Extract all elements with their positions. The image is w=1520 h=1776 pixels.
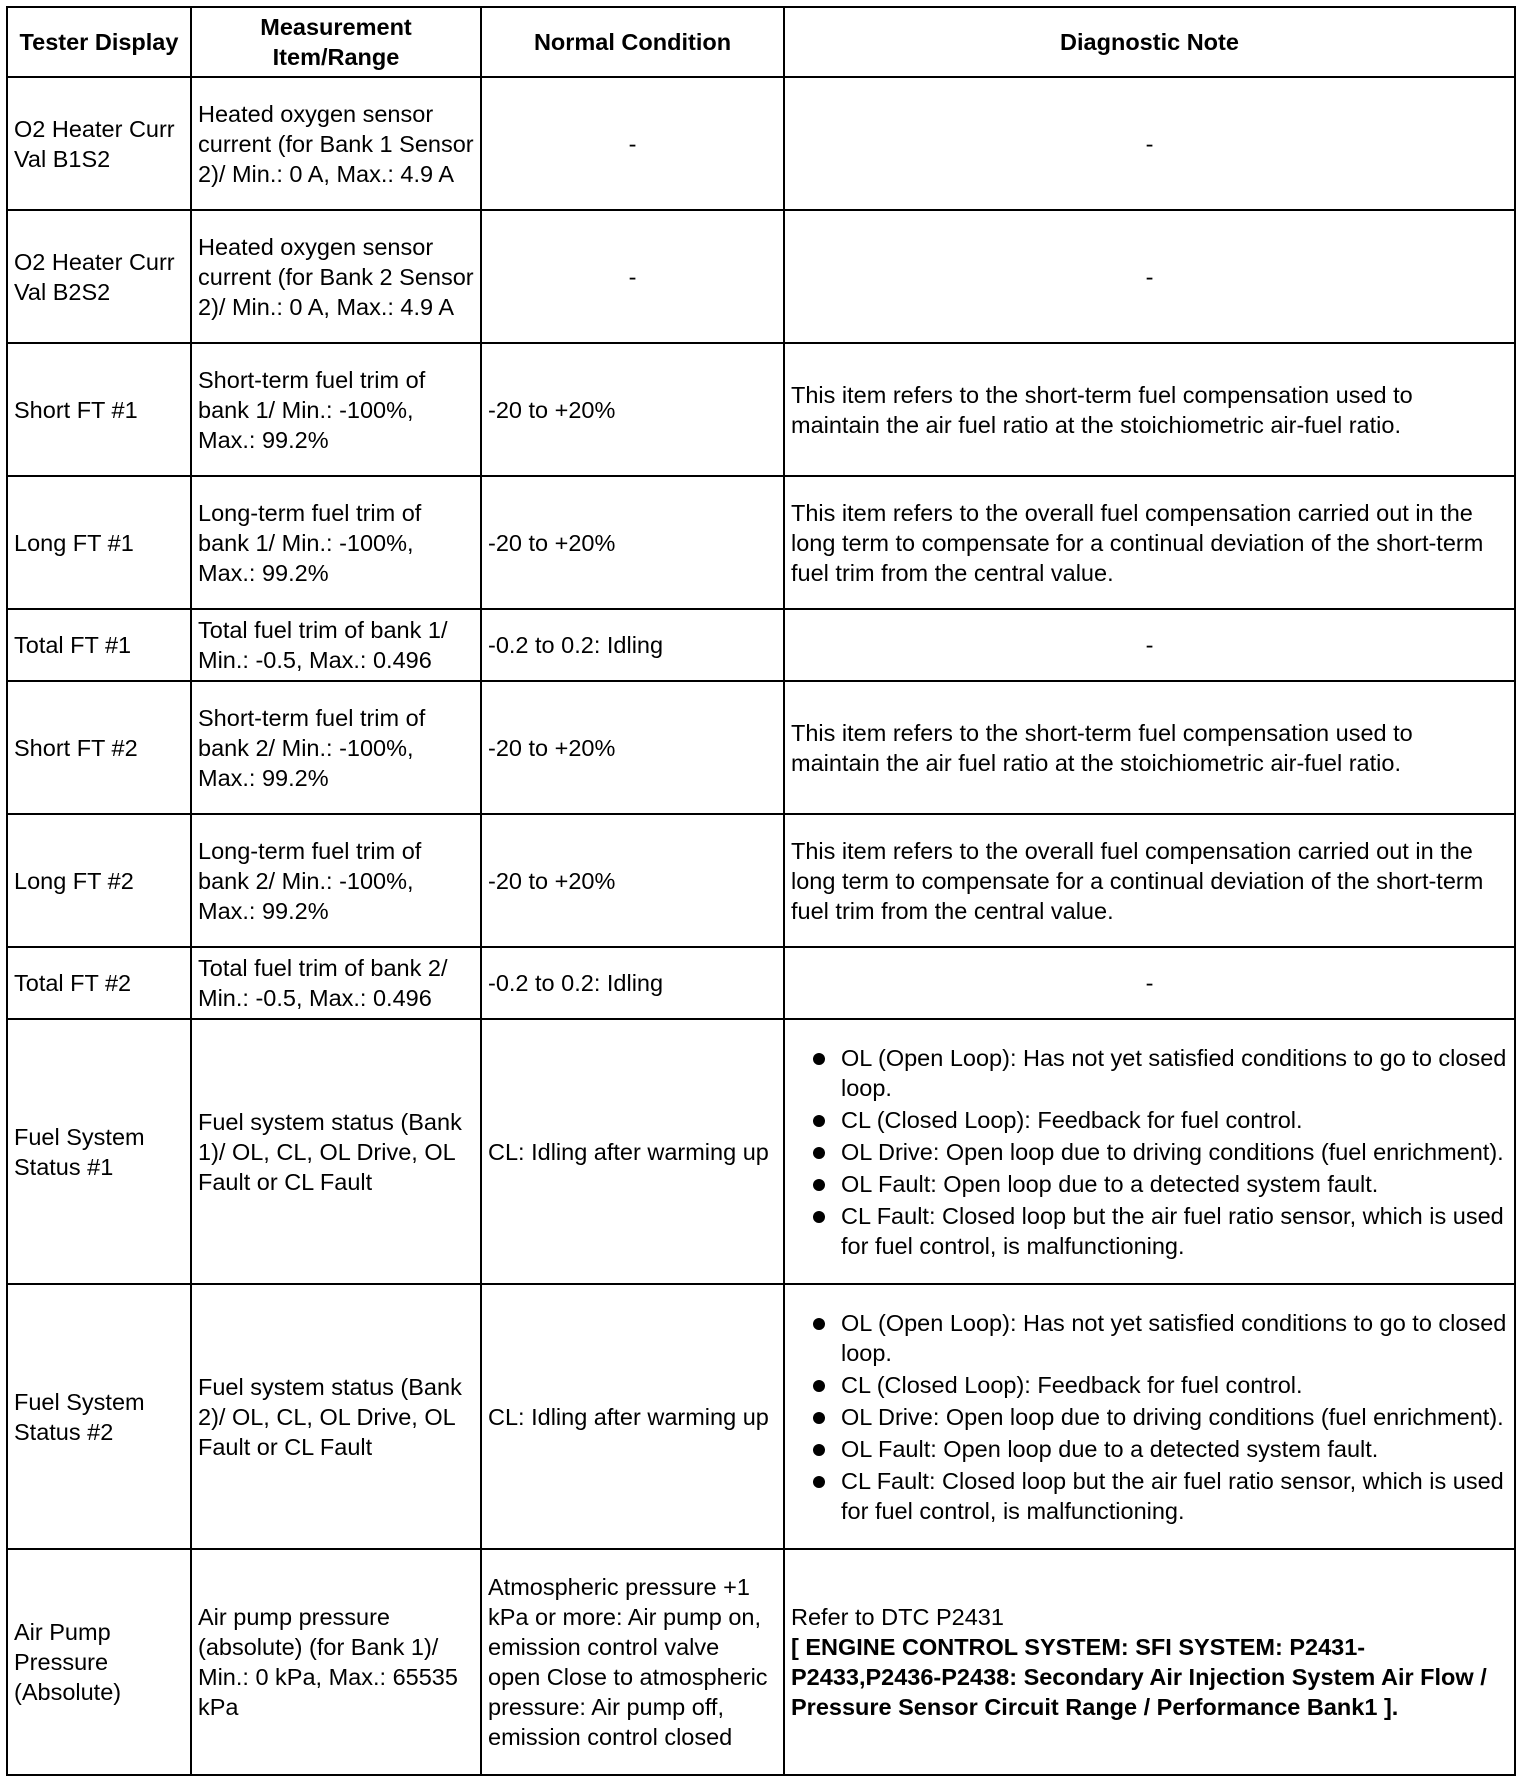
normal-condition-cell: -20 to +20% xyxy=(481,681,784,814)
table-row xyxy=(7,947,1515,1019)
header-row xyxy=(7,7,1515,77)
normal-condition-cell: -20 to +20% xyxy=(481,343,784,476)
normal-condition-cell: -20 to +20% xyxy=(481,814,784,947)
tester-display-cell: Fuel System Status #2 xyxy=(7,1284,191,1549)
table-row xyxy=(7,609,1515,681)
measurement-item-cell: Short-term fuel trim of bank 1/ Min.: -100%, Max.: 99.2% xyxy=(191,343,481,476)
measurement-item-cell: Total fuel trim of bank 1/ Min.: -0.5, Max.: 0.496 xyxy=(191,609,481,681)
measurement-item-cell: Heated oxygen sensor current (for Bank 2 Sensor 2)/ Min.: 0 A, Max.: 4.9 A xyxy=(191,210,481,343)
tester-display-cell: Total FT #2 xyxy=(7,947,191,1019)
tester-display-cell: Fuel System Status #1 xyxy=(7,1019,191,1284)
normal-condition-cell: -20 to +20% xyxy=(481,476,784,609)
status-bullet-list xyxy=(791,1043,1508,1261)
diagnostic-note-cell xyxy=(784,1019,1515,1284)
diagnostic-note-cell xyxy=(784,1549,1515,1775)
normal-condition-cell: - xyxy=(481,210,784,343)
measurement-item-cell: Long-term fuel trim of bank 1/ Min.: -100%, Max.: 99.2% xyxy=(191,476,481,609)
list-item: OL (Open Loop): Has not yet satisfied conditions to go to closed loop. xyxy=(791,1308,1508,1368)
list-item: OL (Open Loop): Has not yet satisfied conditions to go to closed loop. xyxy=(791,1043,1508,1103)
list-item: OL Fault: Open loop due to a detected system fault. xyxy=(791,1434,1508,1464)
diagnostic-note-cell: - xyxy=(784,947,1515,1019)
normal-condition-cell: Atmospheric pressure +1 kPa or more: Air pump on, emission control valve open Close to atmospheric pressure: Air pump off, emission control closed xyxy=(481,1549,784,1775)
diagnostic-note-cell: - xyxy=(784,210,1515,343)
header-normal-condition: Normal Condition xyxy=(481,7,784,77)
table-row xyxy=(7,210,1515,343)
measurement-item-cell: Fuel system status (Bank 1)/ OL, CL, OL Drive, OL Fault or CL Fault xyxy=(191,1019,481,1284)
diagnostic-table xyxy=(6,6,1516,1776)
table-row xyxy=(7,1284,1515,1549)
list-item: OL Drive: Open loop due to driving conditions (fuel enrichment). xyxy=(791,1402,1508,1432)
diagnostic-note-cell: This item refers to the short-term fuel compensation used to maintain the air fuel ratio at the stoichiometric air-fuel ratio. xyxy=(784,681,1515,814)
list-item: OL Drive: Open loop due to driving conditions (fuel enrichment). xyxy=(791,1137,1508,1167)
dtc-reference-text: Refer to DTC P2431 xyxy=(791,1604,1004,1630)
tester-display-cell: Short FT #2 xyxy=(7,681,191,814)
normal-condition-cell: - xyxy=(481,77,784,210)
list-item: CL Fault: Closed loop but the air fuel ratio sensor, which is used for fuel control, is malfunctioning. xyxy=(791,1466,1508,1526)
diagnostic-note-cell: - xyxy=(784,77,1515,210)
measurement-item-cell: Total fuel trim of bank 2/ Min.: -0.5, Max.: 0.496 xyxy=(191,947,481,1019)
measurement-item-cell: Fuel system status (Bank 2)/ OL, CL, OL Drive, OL Fault or CL Fault xyxy=(191,1284,481,1549)
diagnostic-note-cell: This item refers to the overall fuel compensation carried out in the long term to compensate for a continual deviation of the short-term fuel trim from the central value. xyxy=(784,814,1515,947)
diagnostic-note-cell xyxy=(784,1284,1515,1549)
list-item: CL Fault: Closed loop but the air fuel ratio sensor, which is used for fuel control, is malfunctioning. xyxy=(791,1201,1508,1261)
table-row xyxy=(7,476,1515,609)
list-item: CL (Closed Loop): Feedback for fuel control. xyxy=(791,1370,1508,1400)
normal-condition-cell: -0.2 to 0.2: Idling xyxy=(481,609,784,681)
table-row xyxy=(7,1549,1515,1775)
diagnostic-note-cell: This item refers to the overall fuel compensation carried out in the long term to compensate for a continual deviation of the short-term fuel trim from the central value. xyxy=(784,476,1515,609)
tester-display-cell: O2 Heater Curr Val B2S2 xyxy=(7,210,191,343)
dtc-reference-link[interactable]: [ ENGINE CONTROL SYSTEM: SFI SYSTEM: P2431-P2433,P2436-P2438: Secondary Air Injection System Air Flow / Pressure Sensor Circuit Range / Performance Bank1 ]. xyxy=(791,1634,1487,1720)
normal-condition-cell: CL: Idling after warming up xyxy=(481,1284,784,1549)
measurement-item-cell: Short-term fuel trim of bank 2/ Min.: -100%, Max.: 99.2% xyxy=(191,681,481,814)
tester-display-cell: Long FT #2 xyxy=(7,814,191,947)
normal-condition-cell: CL: Idling after warming up xyxy=(481,1019,784,1284)
table-row xyxy=(7,77,1515,210)
measurement-item-cell: Heated oxygen sensor current (for Bank 1 Sensor 2)/ Min.: 0 A, Max.: 4.9 A xyxy=(191,77,481,210)
measurement-item-cell: Air pump pressure (absolute) (for Bank 1)/ Min.: 0 kPa, Max.: 65535 kPa xyxy=(191,1549,481,1775)
tester-display-cell: O2 Heater Curr Val B1S2 xyxy=(7,77,191,210)
tester-display-cell: Long FT #1 xyxy=(7,476,191,609)
list-item: CL (Closed Loop): Feedback for fuel control. xyxy=(791,1105,1508,1135)
tester-display-cell: Short FT #1 xyxy=(7,343,191,476)
header-tester-display: Tester Display xyxy=(7,7,191,77)
tester-display-cell: Total FT #1 xyxy=(7,609,191,681)
diagnostic-note-cell: - xyxy=(784,609,1515,681)
diagnostic-note-cell: This item refers to the short-term fuel compensation used to maintain the air fuel ratio at the stoichiometric air-fuel ratio. xyxy=(784,343,1515,476)
table-row xyxy=(7,1019,1515,1284)
header-measurement-item: Measurement Item/Range xyxy=(191,7,481,77)
normal-condition-cell: -0.2 to 0.2: Idling xyxy=(481,947,784,1019)
table-row xyxy=(7,681,1515,814)
table-row xyxy=(7,343,1515,476)
header-diagnostic-note: Diagnostic Note xyxy=(784,7,1515,77)
list-item: OL Fault: Open loop due to a detected system fault. xyxy=(791,1169,1508,1199)
tester-display-cell: Air Pump Pressure (Absolute) xyxy=(7,1549,191,1775)
table-row xyxy=(7,814,1515,947)
status-bullet-list xyxy=(791,1308,1508,1526)
measurement-item-cell: Long-term fuel trim of bank 2/ Min.: -100%, Max.: 99.2% xyxy=(191,814,481,947)
